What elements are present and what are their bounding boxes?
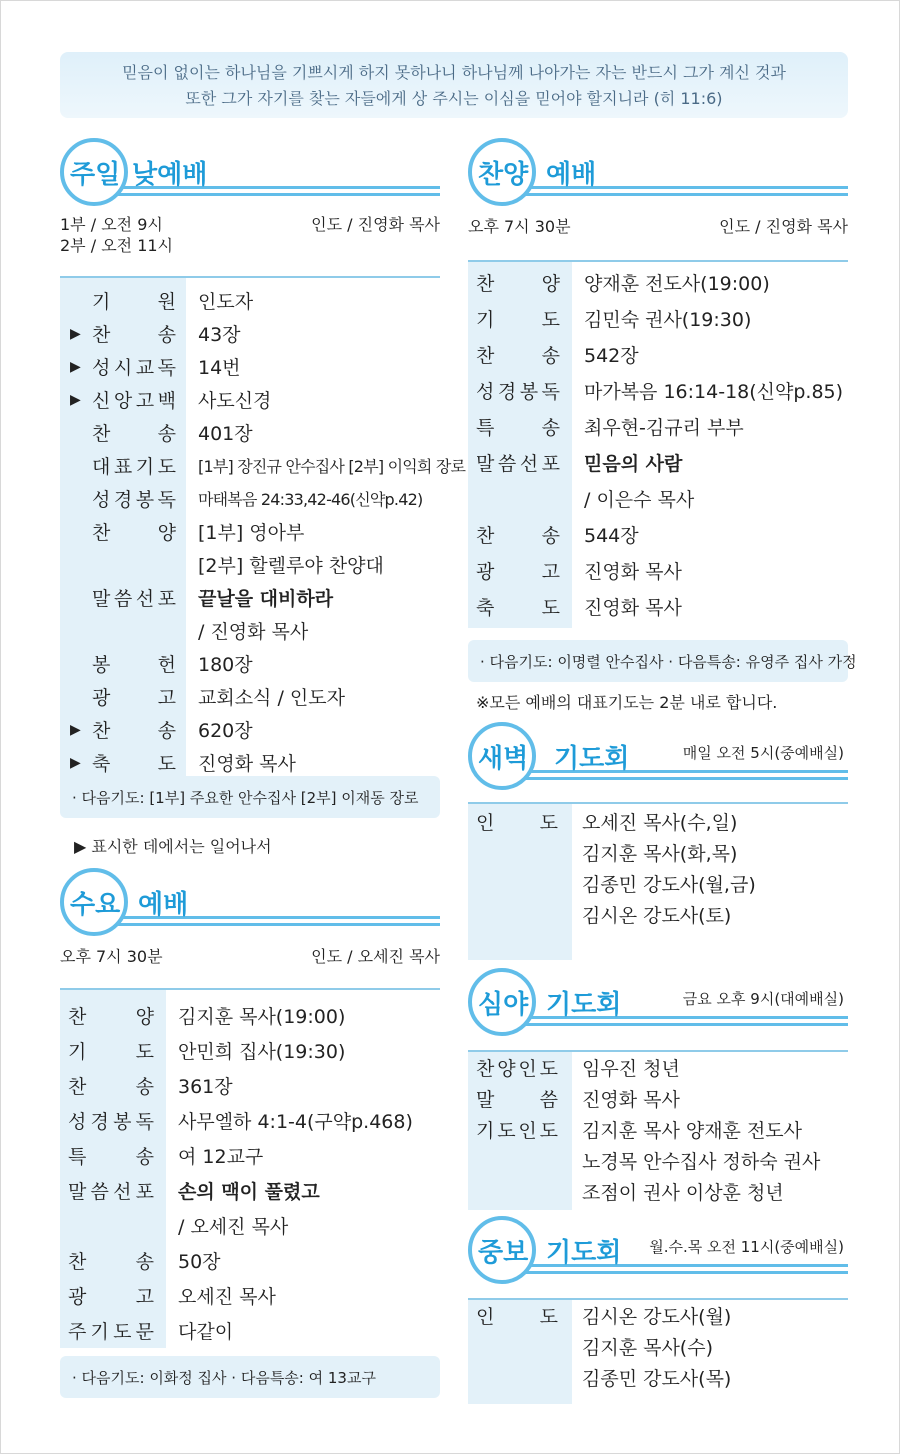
order-row — [60, 416, 440, 449]
row-label-cell — [468, 305, 572, 332]
order-row — [60, 1173, 440, 1208]
row-label-cell — [60, 353, 186, 380]
row-label-cell — [468, 413, 572, 440]
row-label: 찬 송 — [92, 324, 176, 346]
row-label-cell — [60, 584, 186, 611]
order-row — [60, 746, 440, 779]
row-label: 찬 송 — [68, 1251, 154, 1273]
row-value: 마태복음 24:33,42-46(신약p.42) — [198, 490, 423, 509]
row-label: 기 도 — [476, 308, 560, 331]
row-value: 마가복음 16:14-18(신약p.85) — [584, 380, 844, 403]
row-value: 노경목 안수집사 정하숙 권사 — [582, 1151, 821, 1173]
row-value: 김지훈 목사(화,목) — [582, 843, 738, 865]
row-value: 김민숙 권사(19:30) — [584, 308, 752, 331]
row-label-cell — [60, 452, 186, 479]
row-value: 50장 — [178, 1251, 221, 1273]
row-label-cell — [468, 377, 572, 404]
scripture-verse-banner — [60, 52, 848, 118]
order-row — [60, 1033, 440, 1068]
row-label-cell — [468, 1116, 572, 1143]
row-label-cell — [60, 287, 186, 314]
order-row — [60, 284, 440, 317]
leaders-table — [468, 802, 848, 960]
row-label: 대 표 기 도 — [92, 456, 176, 478]
row-label-cell — [468, 808, 572, 835]
header-rule — [526, 1023, 848, 1026]
header-rule — [118, 923, 440, 926]
order-of-worship-table — [60, 988, 440, 1348]
order-row — [468, 1145, 848, 1176]
row-value: 620장 — [198, 720, 253, 742]
row-value: / 진영화 목사 — [198, 621, 309, 643]
section-title-sub: 기도회 — [546, 990, 622, 1020]
verse-line-2: 또한 그가 자기를 찾는 자들에게 상 주시는 이심을 믿어야 할지니라 (히 11:6) — [185, 89, 723, 108]
wednesday-service-header — [60, 868, 440, 936]
row-value: 사도신경 — [198, 390, 272, 412]
leader-row — [468, 1362, 848, 1393]
order-of-worship-table — [468, 260, 848, 628]
row-label-cell — [60, 1142, 166, 1169]
row-label-cell — [468, 449, 572, 476]
wednesday-service-section — [60, 868, 440, 1348]
schedule-note: 월.수.목 오전 11시(중예배실) — [649, 1238, 844, 1256]
section-title-sub: 기도회 — [554, 744, 630, 774]
row-value: 김시온 강도사(월) — [582, 1306, 732, 1328]
order-row — [468, 516, 848, 552]
row-label-cell — [60, 1247, 166, 1274]
service-time: 오후 7시 30분 — [60, 947, 163, 966]
service-leader: 인도 / 진영화 목사 — [719, 217, 848, 236]
stand-arrow-icon: ▶ — [70, 358, 81, 375]
order-of-worship-table — [60, 276, 466, 788]
section-title-main: 찬양 — [478, 160, 529, 190]
service-time-info — [60, 214, 440, 260]
night-prayer-section — [468, 968, 848, 1210]
next-prayer-note: · 다음기도: [1부] 주요한 안수집사 [2부] 이재동 장로 — [60, 776, 440, 818]
leader-row — [468, 1300, 848, 1331]
order-row — [60, 449, 466, 482]
service-time-info — [468, 216, 848, 240]
sunday-service-header — [60, 138, 440, 206]
section-title-sub: 예배 — [546, 160, 597, 190]
row-value: 손의 맥이 풀렸고 — [178, 1181, 320, 1203]
row-value: / 오세진 목사 — [178, 1216, 289, 1238]
row-label: 광 고 — [92, 687, 176, 709]
row-label: 광 고 — [476, 560, 560, 583]
section-title-sub: 낮예배 — [132, 160, 208, 190]
header-rule — [526, 777, 848, 780]
row-label: 말 씀 선 포 — [476, 452, 560, 475]
row-label: 성 경 봉 독 — [68, 1111, 154, 1133]
order-row — [60, 1103, 440, 1138]
order-row — [468, 1114, 848, 1145]
order-row — [60, 515, 440, 548]
order-row — [60, 680, 440, 713]
row-label: 인 도 — [476, 1306, 558, 1328]
service-leader: 인도 / 진영화 목사 — [311, 215, 440, 234]
stand-arrow-icon: ▶ — [70, 325, 81, 342]
order-row — [60, 1068, 440, 1103]
row-label-cell — [60, 1002, 166, 1029]
row-value: 인도자 — [198, 291, 254, 313]
leader-row — [468, 868, 848, 899]
leader-rows — [468, 1050, 848, 1207]
row-value: 끝날을 대비하라 — [198, 588, 334, 610]
row-label: 찬 송 — [476, 344, 560, 367]
sunday-service-section — [60, 138, 466, 788]
row-value: 김지훈 목사(19:00) — [178, 1006, 346, 1028]
leader-row — [468, 899, 848, 930]
next-prayer-note: · 다음기도: 이화정 집사 · 다음특송: 여 13교구 — [60, 1356, 440, 1398]
row-value: 최우현-김규리 부부 — [584, 416, 744, 439]
row-label: 찬 양 — [92, 522, 176, 544]
order-row — [60, 713, 440, 746]
section-title-sub: 기도회 — [546, 1238, 622, 1268]
leader-row — [468, 837, 848, 868]
row-label-cell — [60, 1037, 166, 1064]
order-row — [60, 1138, 440, 1173]
row-value: 542장 — [584, 344, 639, 367]
section-title-main: 주일 — [70, 160, 121, 190]
row-label: 성 시 교 독 — [92, 357, 176, 379]
stand-arrow-icon: ▶ — [70, 391, 81, 408]
order-row — [60, 1208, 440, 1243]
prayer-time-note: ※모든 예배의 대표기도는 2분 내로 합니다. — [476, 693, 778, 712]
row-label: 성 경 봉 독 — [476, 380, 560, 403]
order-rows — [60, 988, 440, 1348]
order-row — [60, 998, 440, 1033]
row-label-cell — [60, 1177, 166, 1204]
row-label-cell — [60, 1317, 166, 1344]
order-row — [468, 552, 848, 588]
row-label: 말 씀 선 포 — [68, 1181, 154, 1203]
order-row — [60, 350, 440, 383]
dawn-prayer-header — [468, 722, 848, 790]
row-label-cell — [60, 485, 186, 512]
row-label: 찬 송 — [476, 524, 560, 547]
row-label: 인 도 — [476, 812, 558, 834]
night-prayer-header — [468, 968, 848, 1036]
row-label: 기 도 — [68, 1041, 154, 1063]
stand-arrow-icon: ▶ — [70, 754, 81, 771]
row-label-cell — [60, 1107, 166, 1134]
row-label: 말 씀 선 포 — [92, 588, 176, 610]
order-row — [468, 408, 848, 444]
row-value: 김지훈 목사(수) — [582, 1337, 713, 1359]
row-value: 김종민 강도사(목) — [582, 1368, 732, 1390]
verse-line-1: 믿음이 없이는 하나님을 기쁘시게 하지 못하나니 하나님께 나아가는 자는 반드시 그가 계신 것과 — [122, 63, 786, 82]
row-label-cell — [60, 518, 186, 545]
order-row — [60, 317, 440, 350]
row-label-cell — [468, 269, 572, 296]
row-label-cell — [60, 716, 186, 743]
order-row — [468, 444, 848, 480]
row-value: 임우진 청년 — [582, 1058, 680, 1080]
row-label: 찬 양 — [476, 272, 560, 295]
row-label: 특 송 — [68, 1146, 154, 1168]
row-label: 찬 송 — [68, 1076, 154, 1098]
row-label: 봉 헌 — [92, 654, 176, 676]
row-value: 43장 — [198, 324, 241, 346]
order-row — [60, 482, 440, 515]
row-value: 김종민 강도사(월,금) — [582, 874, 756, 896]
row-label-cell — [60, 1282, 166, 1309]
order-rows — [60, 276, 466, 779]
row-value: 진영화 목사 — [584, 560, 682, 583]
row-label-cell — [60, 749, 186, 776]
row-label: 기 도 인 도 — [476, 1120, 558, 1142]
intercession-prayer-section — [468, 1216, 848, 1404]
dawn-prayer-section — [468, 722, 848, 960]
row-label-cell — [468, 1054, 572, 1081]
row-label-cell — [60, 419, 186, 446]
row-value: 401장 — [198, 423, 253, 445]
leader-rows — [468, 1298, 848, 1393]
order-row — [60, 383, 440, 416]
header-rule — [526, 193, 848, 196]
row-label: 찬 송 — [92, 720, 176, 742]
section-title-sub: 예배 — [138, 890, 189, 920]
row-value: [2부] 할렐루야 찬양대 — [198, 555, 384, 577]
praise-service-header — [468, 138, 848, 206]
section-title-main: 수요 — [70, 890, 121, 920]
order-row — [468, 300, 848, 336]
order-row — [468, 1052, 848, 1083]
row-label-cell — [468, 593, 572, 620]
row-value: 544장 — [584, 524, 639, 547]
row-label-cell — [60, 683, 186, 710]
row-value: 진영화 목사 — [582, 1089, 680, 1111]
row-label: 기 원 — [92, 291, 176, 313]
order-row — [60, 647, 440, 680]
order-row — [60, 1243, 440, 1278]
praise-service-section — [468, 138, 848, 628]
row-label: 축 도 — [476, 596, 560, 619]
section-title-main: 중보 — [478, 1238, 529, 1268]
schedule-note: 매일 오전 5시(중예배실) — [682, 744, 844, 762]
row-value: 안민희 집사(19:30) — [178, 1041, 346, 1063]
leader-row — [468, 806, 848, 837]
intercession-prayer-header — [468, 1216, 848, 1284]
row-label-cell — [60, 320, 186, 347]
row-value: 교회소식 / 인도자 — [198, 687, 345, 709]
leader-rows — [468, 802, 848, 930]
schedule-note: 금요 오후 9시(대예배실) — [682, 990, 844, 1008]
service-time-2: 2부 / 오전 11시 — [60, 236, 174, 255]
header-rule — [526, 1271, 848, 1274]
row-value: 사무엘하 4:1-4(구약p.468) — [178, 1111, 413, 1133]
row-label-cell — [468, 1302, 572, 1329]
order-row — [60, 548, 440, 581]
row-value: 180장 — [198, 654, 253, 676]
row-label-cell — [468, 521, 572, 548]
order-rows — [468, 260, 848, 624]
row-value: 오세진 목사(수,일) — [582, 812, 738, 834]
service-time: 오후 7시 30분 — [468, 217, 571, 236]
leaders-table — [468, 1298, 848, 1404]
order-row — [468, 264, 848, 300]
standing-note: ▶ 표시한 데에서는 일어나서 — [74, 837, 272, 856]
row-value: 진영화 목사 — [584, 596, 682, 619]
row-label: 찬 송 — [92, 423, 176, 445]
row-label: 축 도 — [92, 753, 176, 775]
row-value: 361장 — [178, 1076, 233, 1098]
row-label-cell — [60, 650, 186, 677]
row-value: [1부] 영아부 — [198, 522, 305, 544]
row-value: 14번 — [198, 357, 241, 379]
row-value: 조점이 권사 이상훈 청년 — [582, 1182, 784, 1204]
order-row — [468, 480, 848, 516]
row-label: 신 앙 고 백 — [92, 390, 176, 412]
stand-arrow-icon: ▶ — [70, 721, 81, 738]
order-row — [60, 614, 440, 647]
row-value: 오세진 목사 — [178, 1286, 276, 1308]
service-leader: 인도 / 오세진 목사 — [311, 947, 440, 966]
row-label-cell — [60, 1072, 166, 1099]
row-label: 특 송 — [476, 416, 560, 439]
row-label: 찬 양 인 도 — [476, 1058, 558, 1080]
row-label-cell — [60, 386, 186, 413]
order-row — [468, 336, 848, 372]
header-rule — [118, 193, 440, 196]
leader-row — [468, 1331, 848, 1362]
order-row — [468, 1176, 848, 1207]
order-row — [60, 1313, 440, 1348]
row-label: 찬 양 — [68, 1006, 154, 1028]
row-label-cell — [468, 1085, 572, 1112]
service-time-1: 1부 / 오전 9시 — [60, 215, 163, 234]
section-title-main: 새벽 — [478, 744, 529, 774]
order-row — [468, 1083, 848, 1114]
row-value: 양재훈 전도사(19:00) — [584, 272, 770, 295]
row-label-cell — [468, 341, 572, 368]
order-row — [60, 1278, 440, 1313]
row-value: 여 12교구 — [178, 1146, 264, 1168]
row-label: 광 고 — [68, 1286, 154, 1308]
row-value: [1부] 장진규 안수집사 [2부] 이익희 장로 — [198, 457, 466, 476]
row-value: 김시온 강도사(토) — [582, 905, 732, 927]
row-value: 진영화 목사 — [198, 753, 296, 775]
row-value: 믿음의 사람 — [584, 452, 683, 475]
section-title-main: 심야 — [478, 990, 529, 1020]
row-label: 주 기 도 문 — [68, 1321, 154, 1343]
row-label: 말 씀 — [476, 1089, 558, 1111]
order-row — [468, 588, 848, 624]
row-value: 김지훈 목사 양재훈 전도사 — [582, 1120, 803, 1142]
order-row — [60, 581, 440, 614]
order-row — [468, 372, 848, 408]
row-label-cell — [468, 557, 572, 584]
next-prayer-note: · 다음기도: 이명렬 안수집사 · 다음특송: 유영주 집사 가정 — [468, 640, 848, 682]
service-time-info — [60, 946, 440, 970]
leaders-table — [468, 1050, 848, 1210]
row-value: 다같이 — [178, 1321, 234, 1343]
row-label: 성 경 봉 독 — [92, 489, 176, 511]
row-value: / 이은수 목사 — [584, 488, 695, 511]
